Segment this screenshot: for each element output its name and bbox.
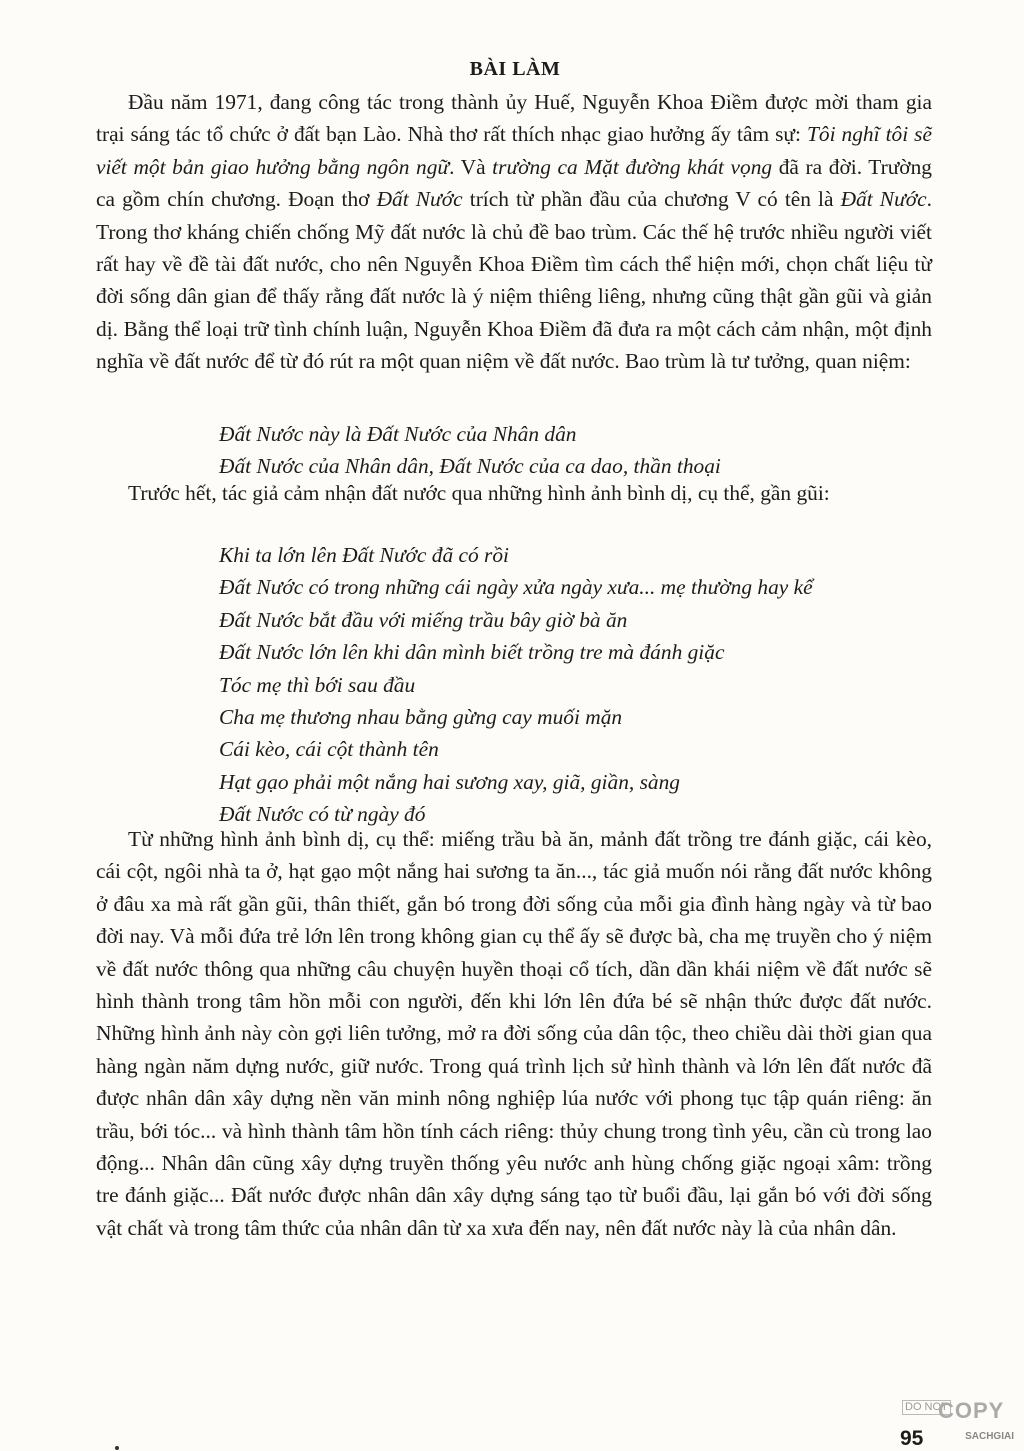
verse-line: Cha mẹ thương nhau bằng gừng cay muối mặn [219, 705, 623, 730]
verse-line: Đất Nước của Nhân dân, Đất Nước của ca dao, thần thoại [219, 454, 721, 479]
watermark-brand: SACHGIAI [965, 1431, 1014, 1442]
work-title-italic: trường ca Mặt đường khát vọng [492, 154, 773, 179]
verse-line: Đất Nước này là Đất Nước của Nhân dân [219, 422, 577, 446]
paragraph-text: Trước hết, tác giả cảm nhận đất nước qua những hình ảnh bình dị, cụ thể, gần gũi: [128, 481, 830, 505]
text-run: đã ra đời. Trường ca gồm chín chương. Đoạn thơ [96, 154, 932, 212]
text-run: . Trong thơ kháng chiến chống Mỹ đất nước là chủ đề bao trùm. Các thế hệ trước nhiều người viết rất hay về đề tài đất nước, cho nên Nguyễn Khoa Điềm tìm cách thể hiện mới, chọn chất liệu từ đời sống dân gian để thấy rằng đất nước là ý niệm thiêng liêng, nhưng cũng thật gần gũi và giản dị. Bằng thể loại trữ tình chính luận, Nguyễn Khoa Điềm đã đưa ra một cách cảm nhận, một định nghĩa về đất nước để từ đó rút ra một quan niệm về đất nước. Bao trùm là tư tưởng, quan niệm: [96, 187, 933, 374]
verse-line: Tóc mẹ thì bới sau đầu [219, 672, 416, 697]
paragraph-text: Từ những hình ảnh bình dị, cụ thể: miếng trầu bà ăn, mảnh đất trồng tre đánh giặc, cái kèo, cái cột, ngôi nhà ta ở, hạt gạo một nắng hai sương ta ăn..., tác giả muốn nói rằng đất nước không ở đâu xa mà rất gần gũi, thân thiết, gắn bó trong đời sống của mỗi gia đình hàng ngày và từ bao đời nay. Và mỗi đứa trẻ lớn lên trong không gian cụ thể ấy sẽ được bà, cha mẹ truyền cho ý niệm về đất nước thông qua những câu chuyện huyền thoại cổ tích, dần dần khái niệm về đất nước sẽ hình thành trong tâm hồn mỗi con người, đến khi lớn lên đứa bé sẽ nhận thức được đất nước. Những hình ảnh này còn gợi liên tưởng, mở ra đời sống của dân tộc, theo chiều dài thời gian qua hàng ngàn năm dựng nước, giữ nước. Trong quá trình lịch sử hình thành và lớn lên đất nước đã được nhân dân xây dựng nền văn minh nông nghiệp lúa nước với phong tục tập quán riêng: ăn trầu, bới tóc... và hình thành tâm hồn tính cách riêng: thủy chung trong tình yêu, cần cù trong lao động... Nhân dân cũng xây dựng truyền thống yêu nước anh hùng chống giặc ngoại xâm: trồng tre đánh giặc... Đất nước được nhân dân xây dựng sáng tạo từ buổi đầu, lại gắn bó với đời sống vật chất và trong tâm thức của nhân dân từ xa xưa đến nay, nên đất nước này là của nhân dân. [96, 827, 932, 1240]
verse-line: Đất Nước bắt đầu với miếng trầu bây giờ bà ăn [219, 607, 628, 632]
watermark-do-not: DO NOT [902, 1400, 951, 1415]
verse-line: Hạt gạo phải một nắng hai sương xay, giã, giần, sàng [219, 769, 680, 794]
verse-line: Đất Nước có từ ngày đó [219, 802, 426, 827]
watermark-logo [902, 1398, 1016, 1442]
watermark-copy: COPY [938, 1398, 1005, 1423]
verse-line: Đất Nước lớn lên khi dân mình biết trồng tre mà đánh giặc [219, 640, 725, 665]
page-number: 95 [900, 1427, 924, 1450]
quote-italic: Tôi nghĩ tôi sẽ viết một bản giao hưởng bằng ngôn ngữ [96, 122, 932, 179]
verse-line: Khi ta lớn lên Đất Nước đã có rồi [219, 543, 509, 567]
verse-line: Cái kèo, cái cột thành tên [219, 737, 439, 762]
text-run: . Và [449, 154, 493, 179]
print-speck [115, 1446, 119, 1450]
verse-quote-2 [219, 539, 813, 831]
verse-line: Đất Nước có trong những cái ngày xửa ngày xưa... mẹ thường hay kể [219, 575, 813, 600]
section-heading: BÀI LÀM [469, 58, 561, 80]
text-run: trích từ phần đầu của chương V có tên là [462, 187, 841, 212]
paragraph-intro [96, 86, 932, 378]
paragraph-analysis [96, 823, 932, 1244]
poem-title-italic: Đất Nước [376, 187, 463, 212]
verse-quote-1 [219, 418, 721, 483]
paragraph-transition [96, 477, 932, 509]
chapter-title-italic: Đất Nước [840, 187, 927, 212]
text-run: Đầu năm 1971, đang công tác trong thành ủy Huế, Nguyễn Khoa Điềm được mời tham gia trại sáng tác tổ chức ở đất bạn Lào. Nhà thơ rất thích nhạc giao hưởng ấy tâm sự: [96, 90, 932, 147]
